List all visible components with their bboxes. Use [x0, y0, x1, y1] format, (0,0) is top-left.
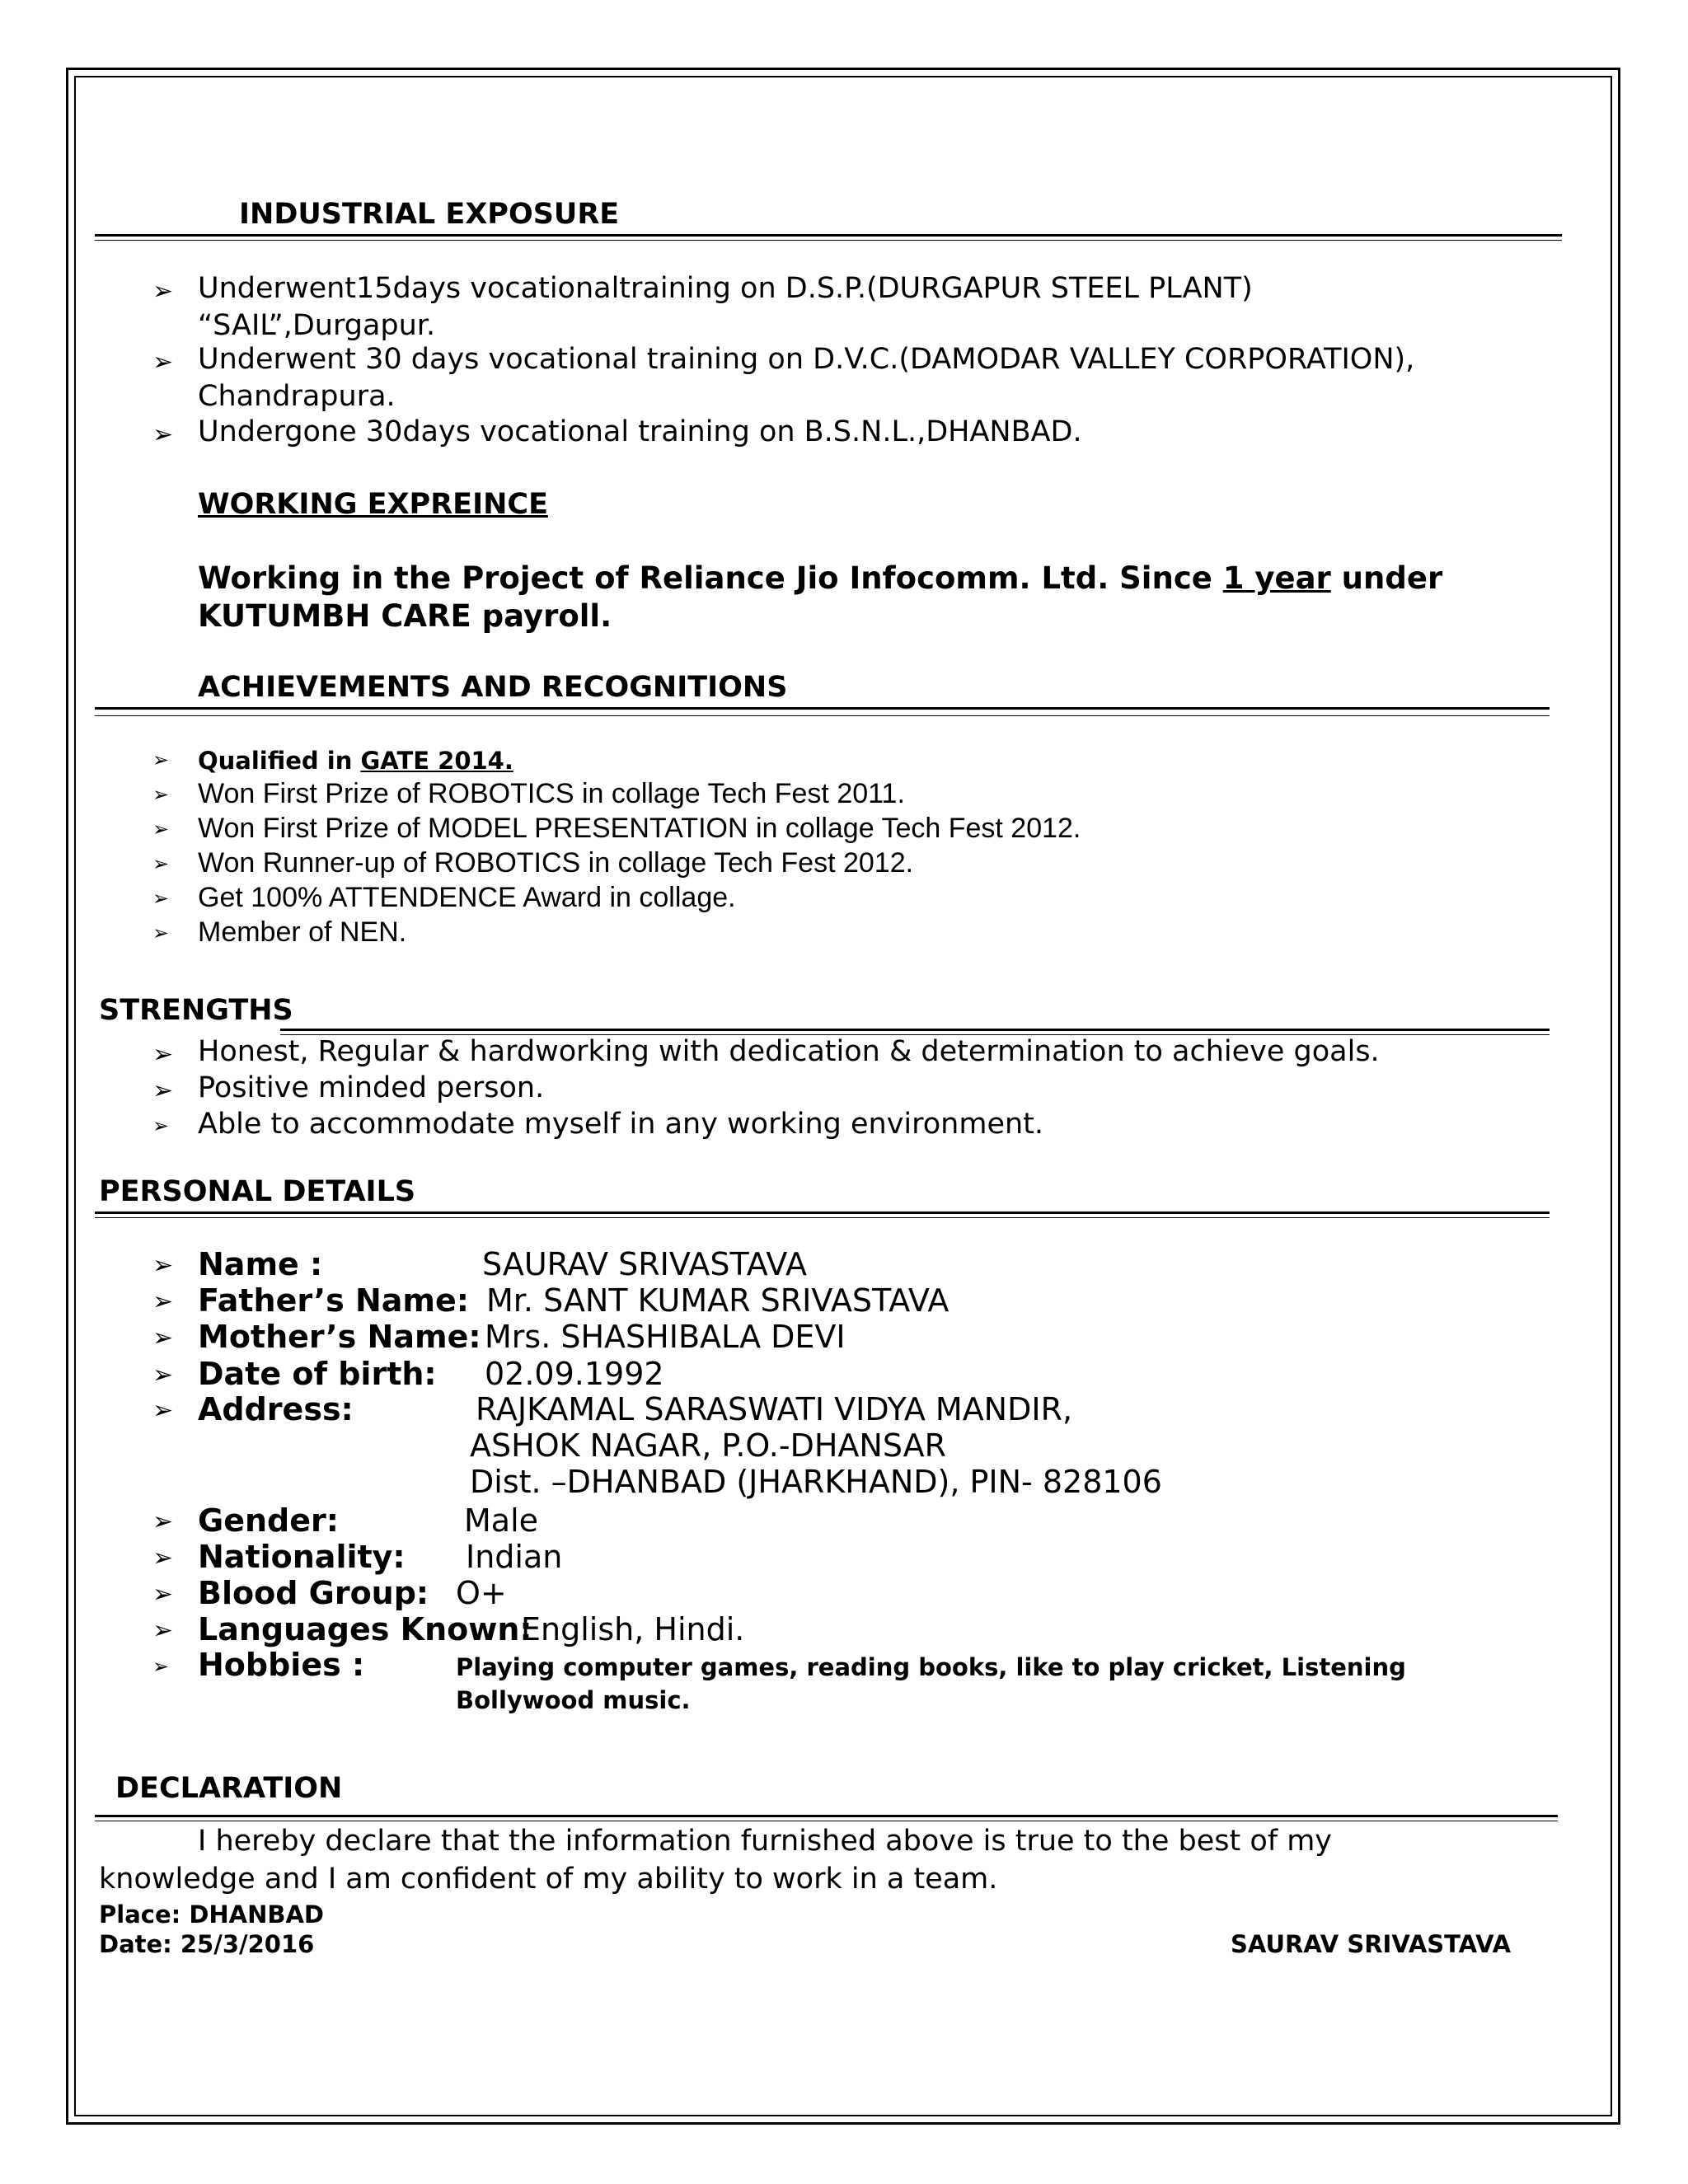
bullet-arrow-icon: ➢ [152, 1287, 174, 1316]
industrial-item-2-line2: Chandrapura. [198, 380, 396, 413]
section-rule [280, 1029, 1550, 1035]
section-rule [95, 1815, 1558, 1821]
bullet-arrow-icon: ➢ [152, 818, 170, 841]
address-line-2: ASHOK NAGAR, P.O.-DHANSAR [470, 1427, 947, 1464]
address-label: Address: [198, 1391, 354, 1427]
working-line-1 [198, 560, 1442, 596]
gender-label: Gender: [198, 1502, 339, 1539]
blood-value: O+ [456, 1575, 507, 1611]
bullet-arrow-icon: ➢ [152, 1114, 170, 1137]
nationality-value: Indian [466, 1539, 563, 1575]
industrial-item-3: Undergone 30days vocational training on B.S.N.L.,DHANBAD. [198, 415, 1082, 448]
declaration-line-2: knowledge and I am confident of my ability to work in a team. [99, 1863, 998, 1896]
blood-label: Blood Group: [198, 1575, 429, 1611]
address-line-1: RAJKAMAL SARASWATI VIDYA MANDIR, [476, 1391, 1073, 1427]
section-rule [95, 1212, 1550, 1218]
working-text-a: Working in the Project of Reliance Jio Infocomm. Ltd. Since [198, 560, 1223, 596]
achievement-item: Won First Prize of ROBOTICS in collage Tech Fest 2011. [198, 778, 905, 809]
strength-item: Positive minded person. [198, 1071, 545, 1104]
father-label: Father’s Name: [198, 1282, 469, 1319]
dob-value: 02.09.1992 [485, 1356, 664, 1392]
declaration-line-1: I hereby declare that the information furnished above is true to the best of my [198, 1825, 1333, 1858]
declaration-date: Date: 25/3/2016 [99, 1930, 315, 1958]
personal-heading: PERSONAL DETAILS [99, 1175, 416, 1208]
nationality-label: Nationality: [198, 1539, 406, 1575]
bullet-arrow-icon: ➢ [152, 852, 170, 875]
gate-text: GATE 2014. [360, 747, 513, 775]
section-rule [95, 707, 1550, 716]
declaration-heading: DECLARATION [115, 1772, 343, 1805]
bullet-arrow-icon: ➢ [152, 1544, 174, 1572]
bullet-arrow-icon: ➢ [152, 1251, 174, 1280]
address-line-3: Dist. –DHANBAD (JHARKHAND), PIN- 828106 [470, 1464, 1162, 1500]
name-label: Name : [198, 1246, 323, 1282]
name-value: SAURAV SRIVASTAVA [482, 1246, 807, 1282]
gate-prefix: Qualified in [198, 747, 361, 775]
bullet-arrow-icon: ➢ [152, 921, 170, 944]
strengths-heading: STRENGTHS [99, 994, 293, 1027]
industrial-item-1-line2: “SAIL”,Durgapur. [198, 309, 436, 342]
working-duration: 1 year [1222, 560, 1331, 596]
working-heading: WORKING EXPREINCE [198, 488, 548, 521]
bullet-arrow-icon: ➢ [152, 1076, 174, 1105]
strength-item: Able to accommodate myself in any working environment. [198, 1108, 1044, 1141]
achievement-gate [198, 747, 513, 775]
bullet-arrow-icon: ➢ [152, 1396, 174, 1425]
mother-value: Mrs. SHASHIBALA DEVI [485, 1319, 846, 1355]
hobbies-line-2: Bollywood music. [456, 1686, 691, 1714]
bullet-arrow-icon: ➢ [152, 783, 170, 806]
section-rule [95, 234, 1562, 241]
declaration-place: Place: DHANBAD [99, 1900, 324, 1929]
bullet-arrow-icon: ➢ [152, 1580, 174, 1609]
bullet-arrow-icon: ➢ [152, 1616, 174, 1645]
achievement-item: Get 100% ATTENDENCE Award in collage. [198, 882, 736, 913]
bullet-arrow-icon: ➢ [152, 1324, 174, 1352]
industrial-heading: INDUSTRIAL EXPOSURE [239, 198, 620, 231]
hobbies-label: Hobbies : [198, 1647, 365, 1683]
bullet-arrow-icon: ➢ [152, 748, 170, 771]
gender-value: Male [464, 1502, 539, 1539]
bullet-arrow-icon: ➢ [152, 348, 174, 377]
dob-label: Date of birth: [198, 1356, 437, 1392]
working-text-b: under [1330, 560, 1443, 596]
achievements-heading: ACHIEVEMENTS AND RECOGNITIONS [198, 671, 788, 704]
hobbies-line-1: Playing computer games, reading books, like to play cricket, Listening [456, 1653, 1406, 1681]
industrial-item-1-line1: Underwent15days vocationaltraining on D.S.P.(DURGAPUR STEEL PLANT) [198, 272, 1253, 305]
father-value: Mr. SANT KUMAR SRIVASTAVA [486, 1282, 950, 1319]
declaration-signature: SAURAV SRIVASTAVA [1231, 1930, 1512, 1958]
mother-label: Mother’s Name: [198, 1319, 481, 1355]
strength-item: Honest, Regular & hardworking with dedication & determination to achieve goals. [198, 1035, 1380, 1068]
languages-value: English, Hindi. [521, 1611, 745, 1647]
bullet-arrow-icon: ➢ [152, 420, 174, 449]
bullet-arrow-icon: ➢ [152, 887, 170, 910]
bullet-arrow-icon: ➢ [152, 277, 174, 306]
bullet-arrow-icon: ➢ [152, 1361, 174, 1390]
bullet-arrow-icon: ➢ [152, 1655, 170, 1678]
working-line-2: KUTUMBH CARE payroll. [198, 598, 612, 634]
bullet-arrow-icon: ➢ [152, 1040, 174, 1069]
achievement-item: Won Runner-up of ROBOTICS in collage Tech Fest 2012. [198, 847, 914, 879]
achievement-item: Member of NEN. [198, 916, 407, 948]
industrial-item-2-line1: Underwent 30 days vocational training on D.V.C.(DAMODAR VALLEY CORPORATION), [198, 343, 1415, 376]
achievement-item: Won First Prize of MODEL PRESENTATION in collage Tech Fest 2012. [198, 813, 1081, 844]
languages-label: Languages Known: [198, 1611, 532, 1647]
bullet-arrow-icon: ➢ [152, 1507, 174, 1536]
